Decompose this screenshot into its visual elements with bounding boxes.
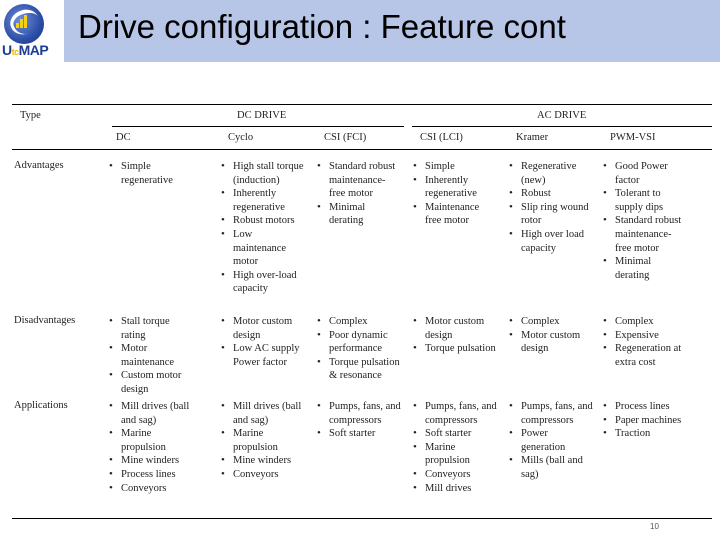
bullet-list — [317, 160, 401, 228]
list-item: • Regenerative (new) — [509, 160, 593, 187]
table-cell — [221, 160, 305, 296]
list-item: • Robust — [509, 187, 593, 201]
ac-group-rule — [412, 126, 712, 127]
list-item: • Standard robust maintenance-free motor — [317, 160, 401, 201]
table-cell — [109, 160, 193, 187]
table-cell — [413, 400, 497, 495]
list-item: • Marine propulsion — [413, 441, 497, 468]
list-item: • Motor custom design — [509, 329, 593, 356]
row-label-advantages: Advantages — [14, 160, 64, 171]
bullet-list — [109, 400, 193, 495]
row-label-applications: Applications — [14, 400, 68, 411]
list-item: • Minimal derating — [317, 201, 401, 228]
list-item: • Paper machines — [603, 414, 687, 428]
list-item: • Pumps, fans, and compressors — [413, 400, 497, 427]
bullet-list — [509, 160, 593, 255]
list-item: • Simple — [413, 160, 497, 174]
column-header-pwm-vsi: PWM-VSI — [610, 132, 656, 143]
list-item: • Minimal derating — [603, 255, 687, 282]
column-header-kramer: Kramer — [516, 132, 549, 143]
table-cell — [317, 160, 401, 228]
bullet-list — [509, 400, 593, 482]
list-item: • Inherently regenerative — [413, 174, 497, 201]
list-item: • Power generation — [509, 427, 593, 454]
column-header-dc: DC — [116, 132, 131, 143]
list-item: • Good Power factor — [603, 160, 687, 187]
list-item: • Simple regenerative — [109, 160, 193, 187]
list-item: • Stall torque rating — [109, 315, 193, 342]
list-item: • High stall torque (induction) — [221, 160, 305, 187]
list-item: • Process lines — [603, 400, 687, 414]
list-item: • Marine propulsion — [109, 427, 193, 454]
list-item: • Complex — [509, 315, 593, 329]
table-cell — [509, 160, 593, 255]
bullet-list — [603, 400, 687, 441]
list-item: • Pumps, fans, and compressors — [509, 400, 593, 427]
bullet-list — [109, 315, 193, 397]
list-item: • Mine winders — [109, 454, 193, 468]
column-header-csi-fci: CSI (FCI) — [324, 132, 367, 143]
list-item: • Mine winders — [221, 454, 305, 468]
bullet-list — [109, 160, 193, 187]
list-item: • Traction — [603, 427, 687, 441]
list-item: • Torque pulsation & resonance — [317, 356, 401, 383]
list-item: • Mill drives — [413, 482, 497, 496]
list-item: • Poor dynamic performance — [317, 329, 401, 356]
slide-title: Drive configuration : Feature cont — [78, 8, 566, 45]
bullet-list — [413, 160, 497, 228]
header-bar — [0, 0, 720, 62]
table-cell — [603, 400, 687, 441]
table-top-rule — [12, 104, 712, 105]
bullet-list — [603, 315, 687, 369]
list-item: • Tolerant to supply dips — [603, 187, 687, 214]
list-item: • Low maintenance motor — [221, 228, 305, 269]
table-cell — [109, 400, 193, 495]
bullet-list — [603, 160, 687, 282]
group-header-ac: AC DRIVE — [537, 110, 587, 121]
list-item: • Process lines — [109, 468, 193, 482]
table-cell — [109, 315, 193, 397]
list-item: • Standard robust maintenance-free motor — [603, 214, 687, 255]
table-cell — [509, 400, 593, 482]
list-item: • Conveyors — [221, 468, 305, 482]
list-item: • Complex — [317, 315, 401, 329]
list-item: • Slip ring wound rotor — [509, 201, 593, 228]
bullet-list — [221, 315, 305, 369]
list-item: • Conveyors — [413, 468, 497, 482]
list-item: • Mill drives (ball and sag) — [221, 400, 305, 427]
header-bottom-rule — [12, 149, 712, 150]
table-cell — [509, 315, 593, 356]
bullet-list — [413, 315, 497, 356]
list-item: • Expensive — [603, 329, 687, 343]
list-item: • Soft starter — [413, 427, 497, 441]
table-cell — [603, 160, 687, 282]
bullet-list — [317, 315, 401, 383]
list-item: • Soft starter — [317, 427, 401, 441]
list-item: • Motor maintenance — [109, 342, 193, 369]
list-item: • Conveyors — [109, 482, 193, 496]
table-cell — [603, 315, 687, 369]
bullet-list — [413, 400, 497, 495]
dc-group-rule — [112, 126, 404, 127]
table-cell — [413, 160, 497, 228]
type-header: Type — [20, 110, 41, 121]
column-header-csi-lci: CSI (LCI) — [420, 132, 463, 143]
bars-icon — [16, 14, 30, 28]
table-cell — [221, 315, 305, 369]
row-label-disadvantages: Disadvantages — [14, 315, 76, 326]
bullet-list — [509, 315, 593, 356]
list-item: • High over-load capacity — [221, 269, 305, 296]
page-number: 10 — [650, 522, 659, 531]
bullet-list — [221, 160, 305, 296]
list-item: • High over load capacity — [509, 228, 593, 255]
list-item: • Low AC supply Power factor — [221, 342, 305, 369]
list-item: • Mill drives (ball and sag) — [109, 400, 193, 427]
logo-text: UtcMAP — [2, 42, 49, 58]
table-cell — [317, 315, 401, 383]
list-item: • Torque pulsation — [413, 342, 497, 356]
table-cell — [413, 315, 497, 356]
list-item: • Regeneration at extra cost — [603, 342, 687, 369]
list-item: • Pumps, fans, and compressors — [317, 400, 401, 427]
bullet-list — [221, 400, 305, 482]
list-item: • Custom motor design — [109, 369, 193, 396]
list-item: • Motor custom design — [221, 315, 305, 342]
table-cell — [317, 400, 401, 441]
column-header-cyclo: Cyclo — [228, 132, 254, 143]
list-item: • Maintenance free motor — [413, 201, 497, 228]
table-bottom-rule — [12, 518, 712, 519]
list-item: • Motor custom design — [413, 315, 497, 342]
list-item: • Mills (ball and sag) — [509, 454, 593, 481]
table-cell — [221, 400, 305, 482]
list-item: • Marine propulsion — [221, 427, 305, 454]
list-item: • Robust motors — [221, 214, 305, 228]
group-header-dc: DC DRIVE — [237, 110, 287, 121]
list-item: • Inherently regenerative — [221, 187, 305, 214]
list-item: • Complex — [603, 315, 687, 329]
logo — [0, 0, 64, 62]
bullet-list — [317, 400, 401, 441]
